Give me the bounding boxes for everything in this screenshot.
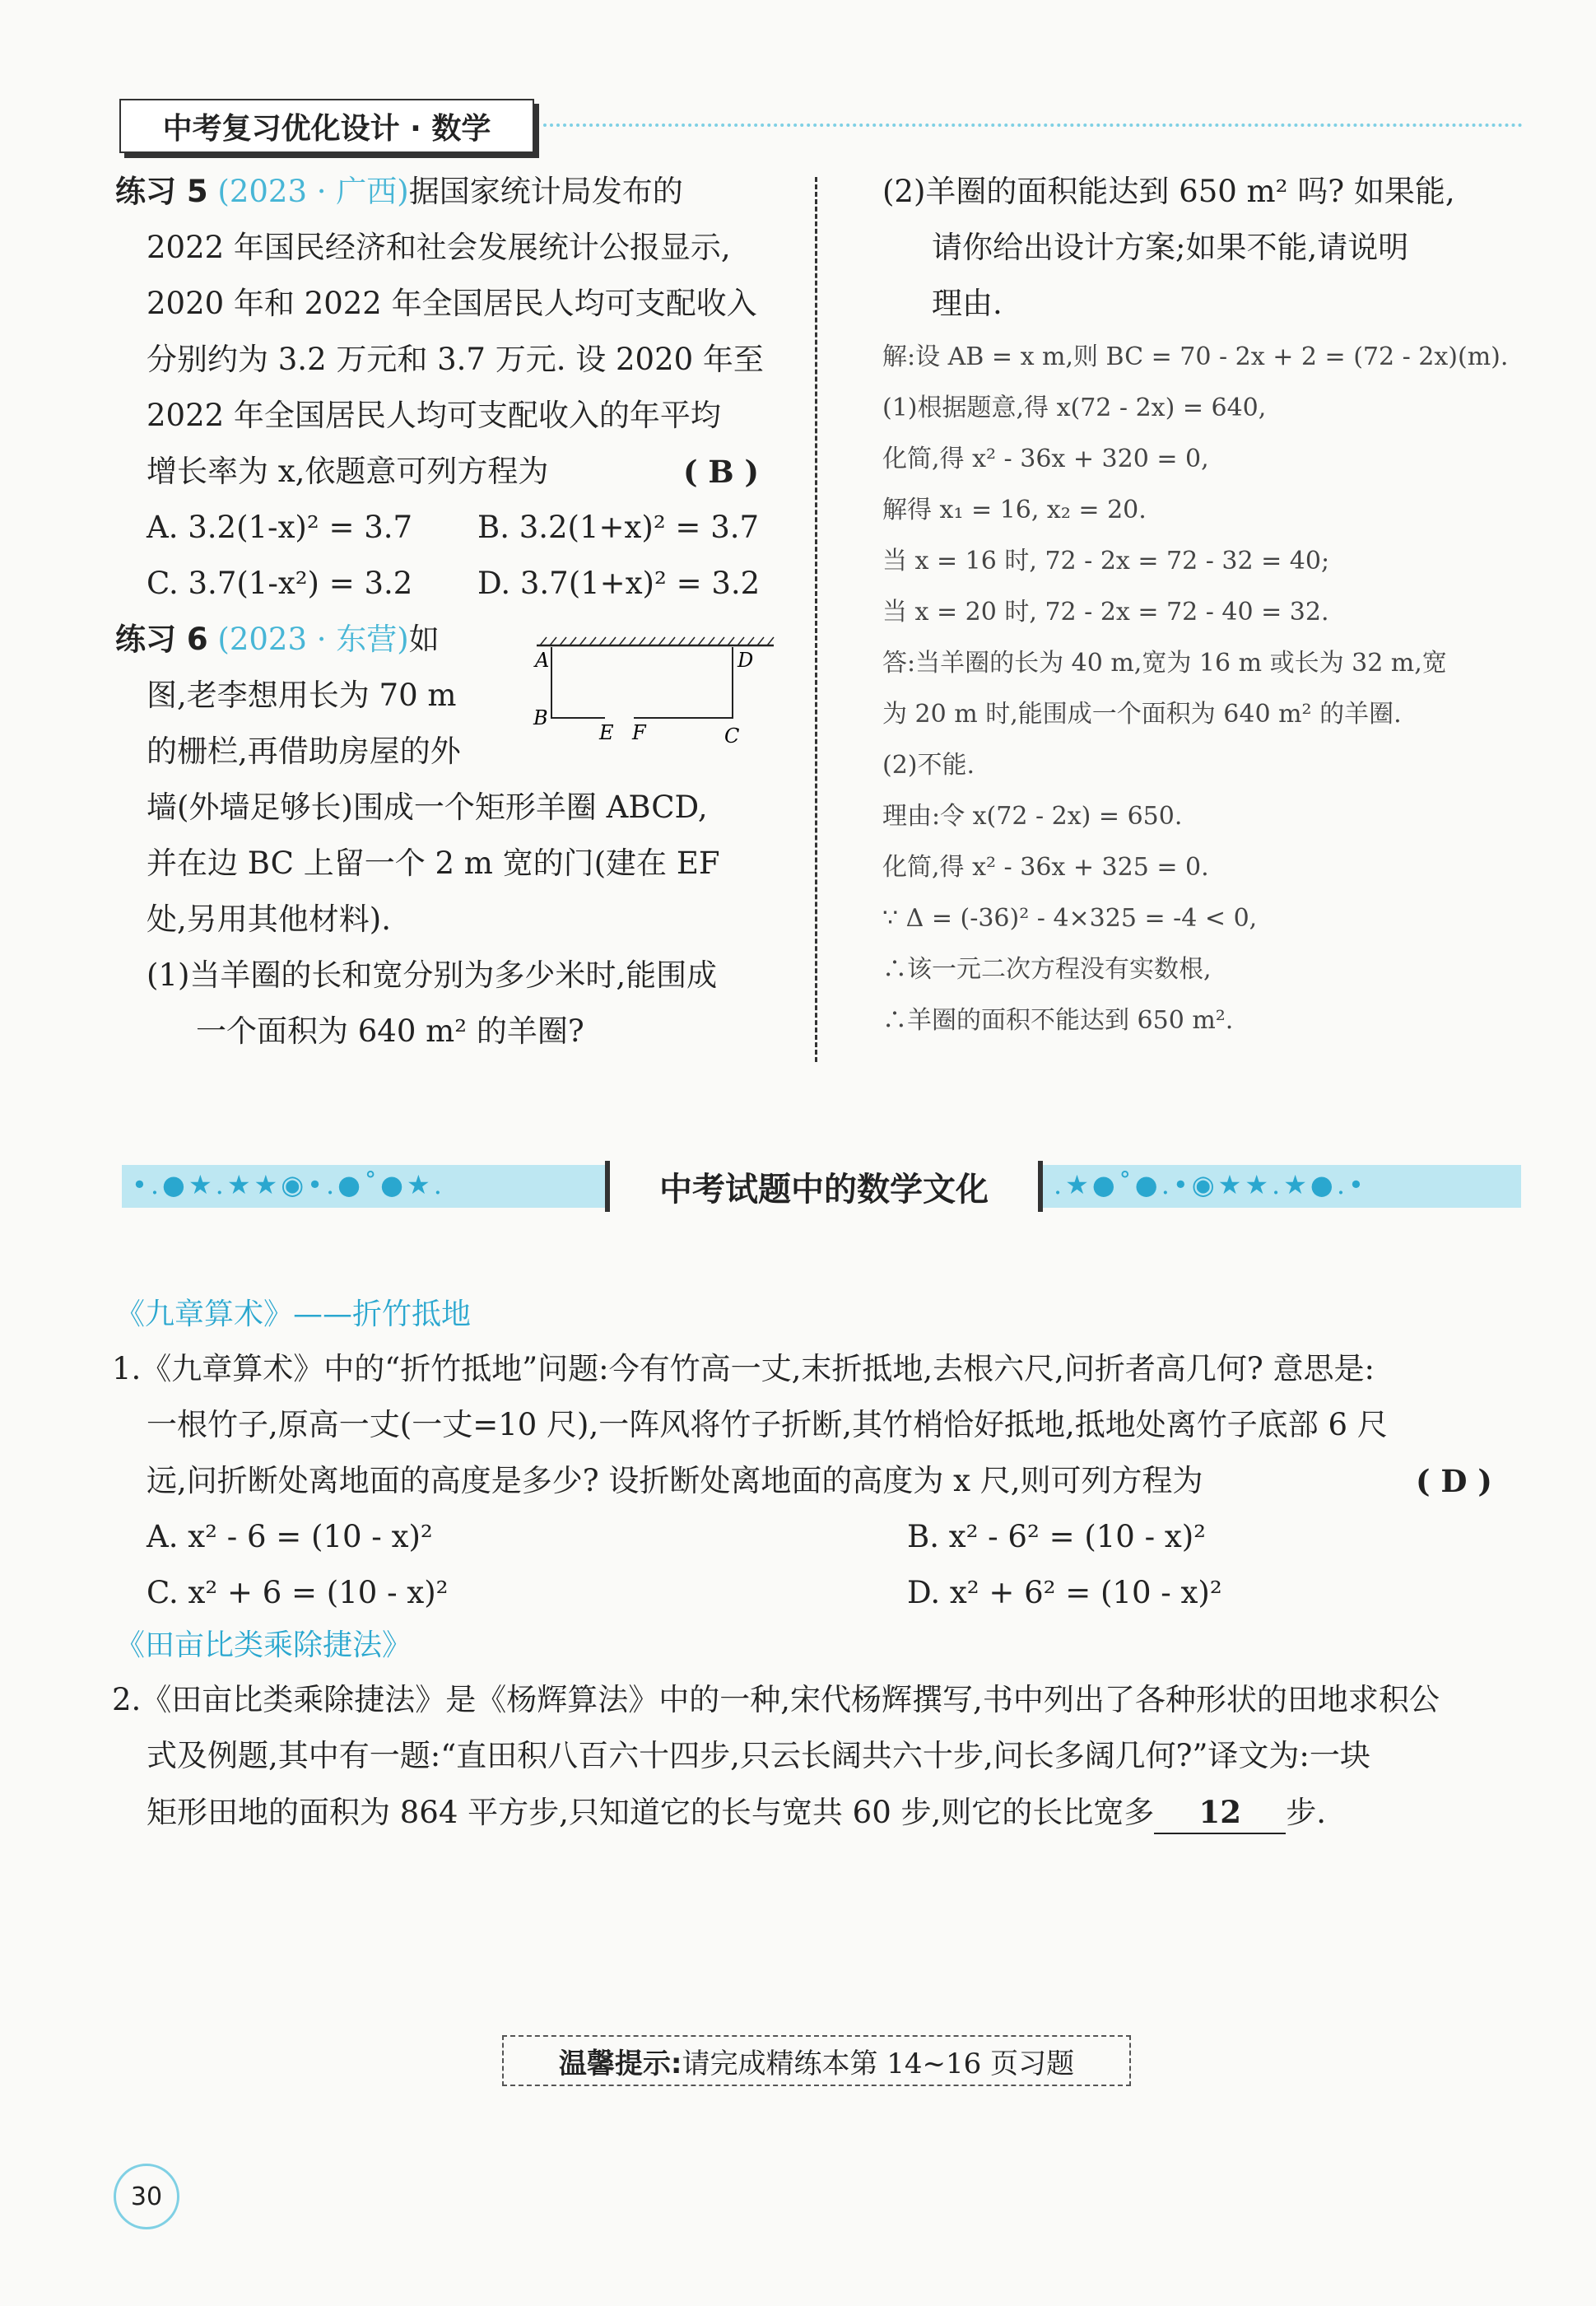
header-dotted-rule xyxy=(543,123,1523,127)
tip-text: 请完成精练本第 14~16 页习题 xyxy=(682,2047,1075,2080)
ex5-text-0: 据国家统计局发布的 xyxy=(408,174,683,209)
fig-label-e: E xyxy=(599,721,614,744)
q1-option-a: A. x² - 6 = (10 - x)² xyxy=(147,1519,433,1554)
fig-label-b: B xyxy=(533,706,548,729)
ex5-answer: ( B ) xyxy=(683,454,760,490)
fig-label-c: C xyxy=(724,724,740,748)
ex5-option-a: A. 3.2(1-x)² = 3.7 xyxy=(147,510,413,545)
q1-answer: ( D ) xyxy=(1416,1463,1492,1499)
ex6-line-4: 并在边 BC 上留一个 2 m 宽的门(建在 EF xyxy=(147,846,720,881)
banner-title-box xyxy=(605,1161,1043,1212)
banner-decoration-right: .★●˚●.•◉★★.★●.• xyxy=(1054,1169,1367,1200)
q2-line-2 xyxy=(147,1791,1326,1834)
solution-line-12: ∴该一元二次方程没有实数根, xyxy=(882,955,1212,984)
ex5-line-2: 2020 年和 2022 年全国居民人均可支配收入 xyxy=(147,286,757,321)
ex5-line-1: 2022 年国民经济和社会发展统计公报显示, xyxy=(147,230,731,265)
ex5-line-4: 2022 年全国居民人均可支配收入的年平均 xyxy=(147,398,721,433)
solution-line-2: 化简,得 x² - 36x + 320 = 0, xyxy=(882,445,1209,473)
fig-label-a: A xyxy=(535,649,550,672)
ex6-q1-line-0: (1)当羊圈的长和宽分别为多少米时,能围成 xyxy=(147,957,718,993)
solution-line-4: 当 x = 16 时, 72 - 2x = 72 - 32 = 40; xyxy=(882,547,1330,575)
column-divider xyxy=(815,177,817,1062)
q2-blank-answer: 12 xyxy=(1154,1791,1286,1834)
ex5-option-c: C. 3.7(1-x²) = 3.2 xyxy=(147,566,413,601)
ex5-line-0 xyxy=(115,171,774,212)
q1-line-1: 一根竹子,原高一丈(一丈=10 尺),一阵风将竹子折断,其竹梢恰好抵地,抵地处离竹子底部 6 尺 xyxy=(147,1407,1388,1442)
q2-line-1: 式及例题,其中有一题:“直田积八百六十四步,只云长阔共六十步,问长多阔几何?”译文为:一块 xyxy=(147,1738,1370,1773)
ex5-line-3: 分别约为 3.2 万元和 3.7 万元. 设 2020 年至 xyxy=(147,342,764,377)
ex6-q1-line-1: 一个面积为 640 m² 的羊圈? xyxy=(196,1013,584,1049)
solution-line-9: 理由:令 x(72 - 2x) = 650. xyxy=(882,802,1183,831)
q2-tail: 步. xyxy=(1286,1795,1327,1830)
ex5-line-5: 增长率为 x,依题意可列方程为 xyxy=(147,454,549,489)
ex6-line-1: 图,老李想用长为 70 m xyxy=(147,678,457,713)
ex6-q2-line-1: 请你给出设计方案;如果不能,请说明 xyxy=(932,230,1409,265)
ex6-text-0: 如 xyxy=(408,622,440,657)
ex6-line-3: 墙(外墙足够长)围成一个矩形羊圈 ABCD, xyxy=(147,790,708,825)
solution-line-7: 为 20 m 时,能围成一个面积为 640 m² 的羊圈. xyxy=(882,700,1402,729)
solution-line-3: 解得 x₁ = 16, x₂ = 20. xyxy=(882,496,1147,524)
q2-heading: 《田亩比类乘除捷法》 xyxy=(115,1628,412,1662)
fig-label-f: F xyxy=(632,721,646,744)
solution-line-8: (2)不能. xyxy=(882,751,975,780)
ex6-q2-line-2: 理由. xyxy=(932,286,1003,321)
ex5-option-d: D. 3.7(1+x)² = 3.2 xyxy=(477,566,761,601)
fig-label-d: D xyxy=(738,649,754,672)
q1-option-c: C. x² + 6 = (10 - x)² xyxy=(147,1575,449,1610)
solution-line-13: ∴羊圈的面积不能达到 650 m². xyxy=(882,1006,1234,1035)
q1-heading: 《九章算术》——折竹抵地 xyxy=(115,1297,472,1331)
banner-title: 中考试题中的数学文化 xyxy=(659,1170,989,1209)
q1-line-2: 远,问折断处离地面的高度是多少? 设折断处离地面的高度为 x 尺,则可列方程为 xyxy=(147,1463,1203,1498)
ex5-label: 练习 5 xyxy=(115,174,208,209)
ex6-line-5: 处,另用其他材料). xyxy=(147,901,391,937)
banner-decoration-left: •.●★.★★◉•.●˚●★. xyxy=(132,1169,445,1200)
ex6-q2-line-0: (2)羊圈的面积能达到 650 m² 吗? 如果能, xyxy=(882,174,1455,209)
tip-label: 温馨提示: xyxy=(558,2047,682,2080)
sheep-pen-figure xyxy=(527,636,782,759)
tip-box xyxy=(502,2035,1131,2086)
solution-line-0: 解:设 AB = x m,则 BC = 70 - 2x + 2 = (72 - 2x)(m). xyxy=(882,342,1509,371)
q1-option-b: B. x² - 6² = (10 - x)² xyxy=(907,1519,1207,1554)
wall-hatching xyxy=(540,637,774,645)
solution-line-1: (1)根据题意,得 x(72 - 2x) = 640, xyxy=(882,394,1267,422)
q2-line-0: 2.《田亩比类乘除捷法》是《杨辉算法》中的一种,宋代杨辉撰写,书中列出了各种形状的田地求积公 xyxy=(112,1682,1440,1717)
ex6-line-2: 的栅栏,再借助房屋的外 xyxy=(147,734,461,769)
page-number: 30 xyxy=(114,2164,179,2229)
q1-line-0: 1.《九章算术》中的“折竹抵地”问题:今有竹高一丈,末折抵地,去根六尺,问折者高几何? 意思是: xyxy=(112,1351,1375,1386)
q1-option-d: D. x² + 6² = (10 - x)² xyxy=(907,1575,1222,1610)
q2-text-2: 矩形田地的面积为 864 平方步,只知道它的长与宽共 60 步,则它的长比宽多 xyxy=(147,1795,1155,1830)
solution-line-5: 当 x = 20 时, 72 - 2x = 72 - 40 = 32. xyxy=(882,598,1329,627)
ex6-label: 练习 6 xyxy=(115,622,208,657)
header-title-box xyxy=(119,99,534,153)
header-title: 中考复习优化设计 · 数学 xyxy=(162,111,491,146)
solution-line-10: 化简,得 x² - 36x + 325 = 0. xyxy=(882,853,1209,882)
ex6-source: (2023 · 东营) xyxy=(217,622,409,657)
ex5-source: (2023 · 广西) xyxy=(217,174,409,209)
solution-line-6: 答:当羊圈的长为 40 m,宽为 16 m 或长为 32 m,宽 xyxy=(882,649,1447,678)
solution-line-11: ∵ Δ = (-36)² - 4×325 = -4 < 0, xyxy=(882,904,1258,933)
ex5-option-b: B. 3.2(1+x)² = 3.7 xyxy=(477,510,760,545)
